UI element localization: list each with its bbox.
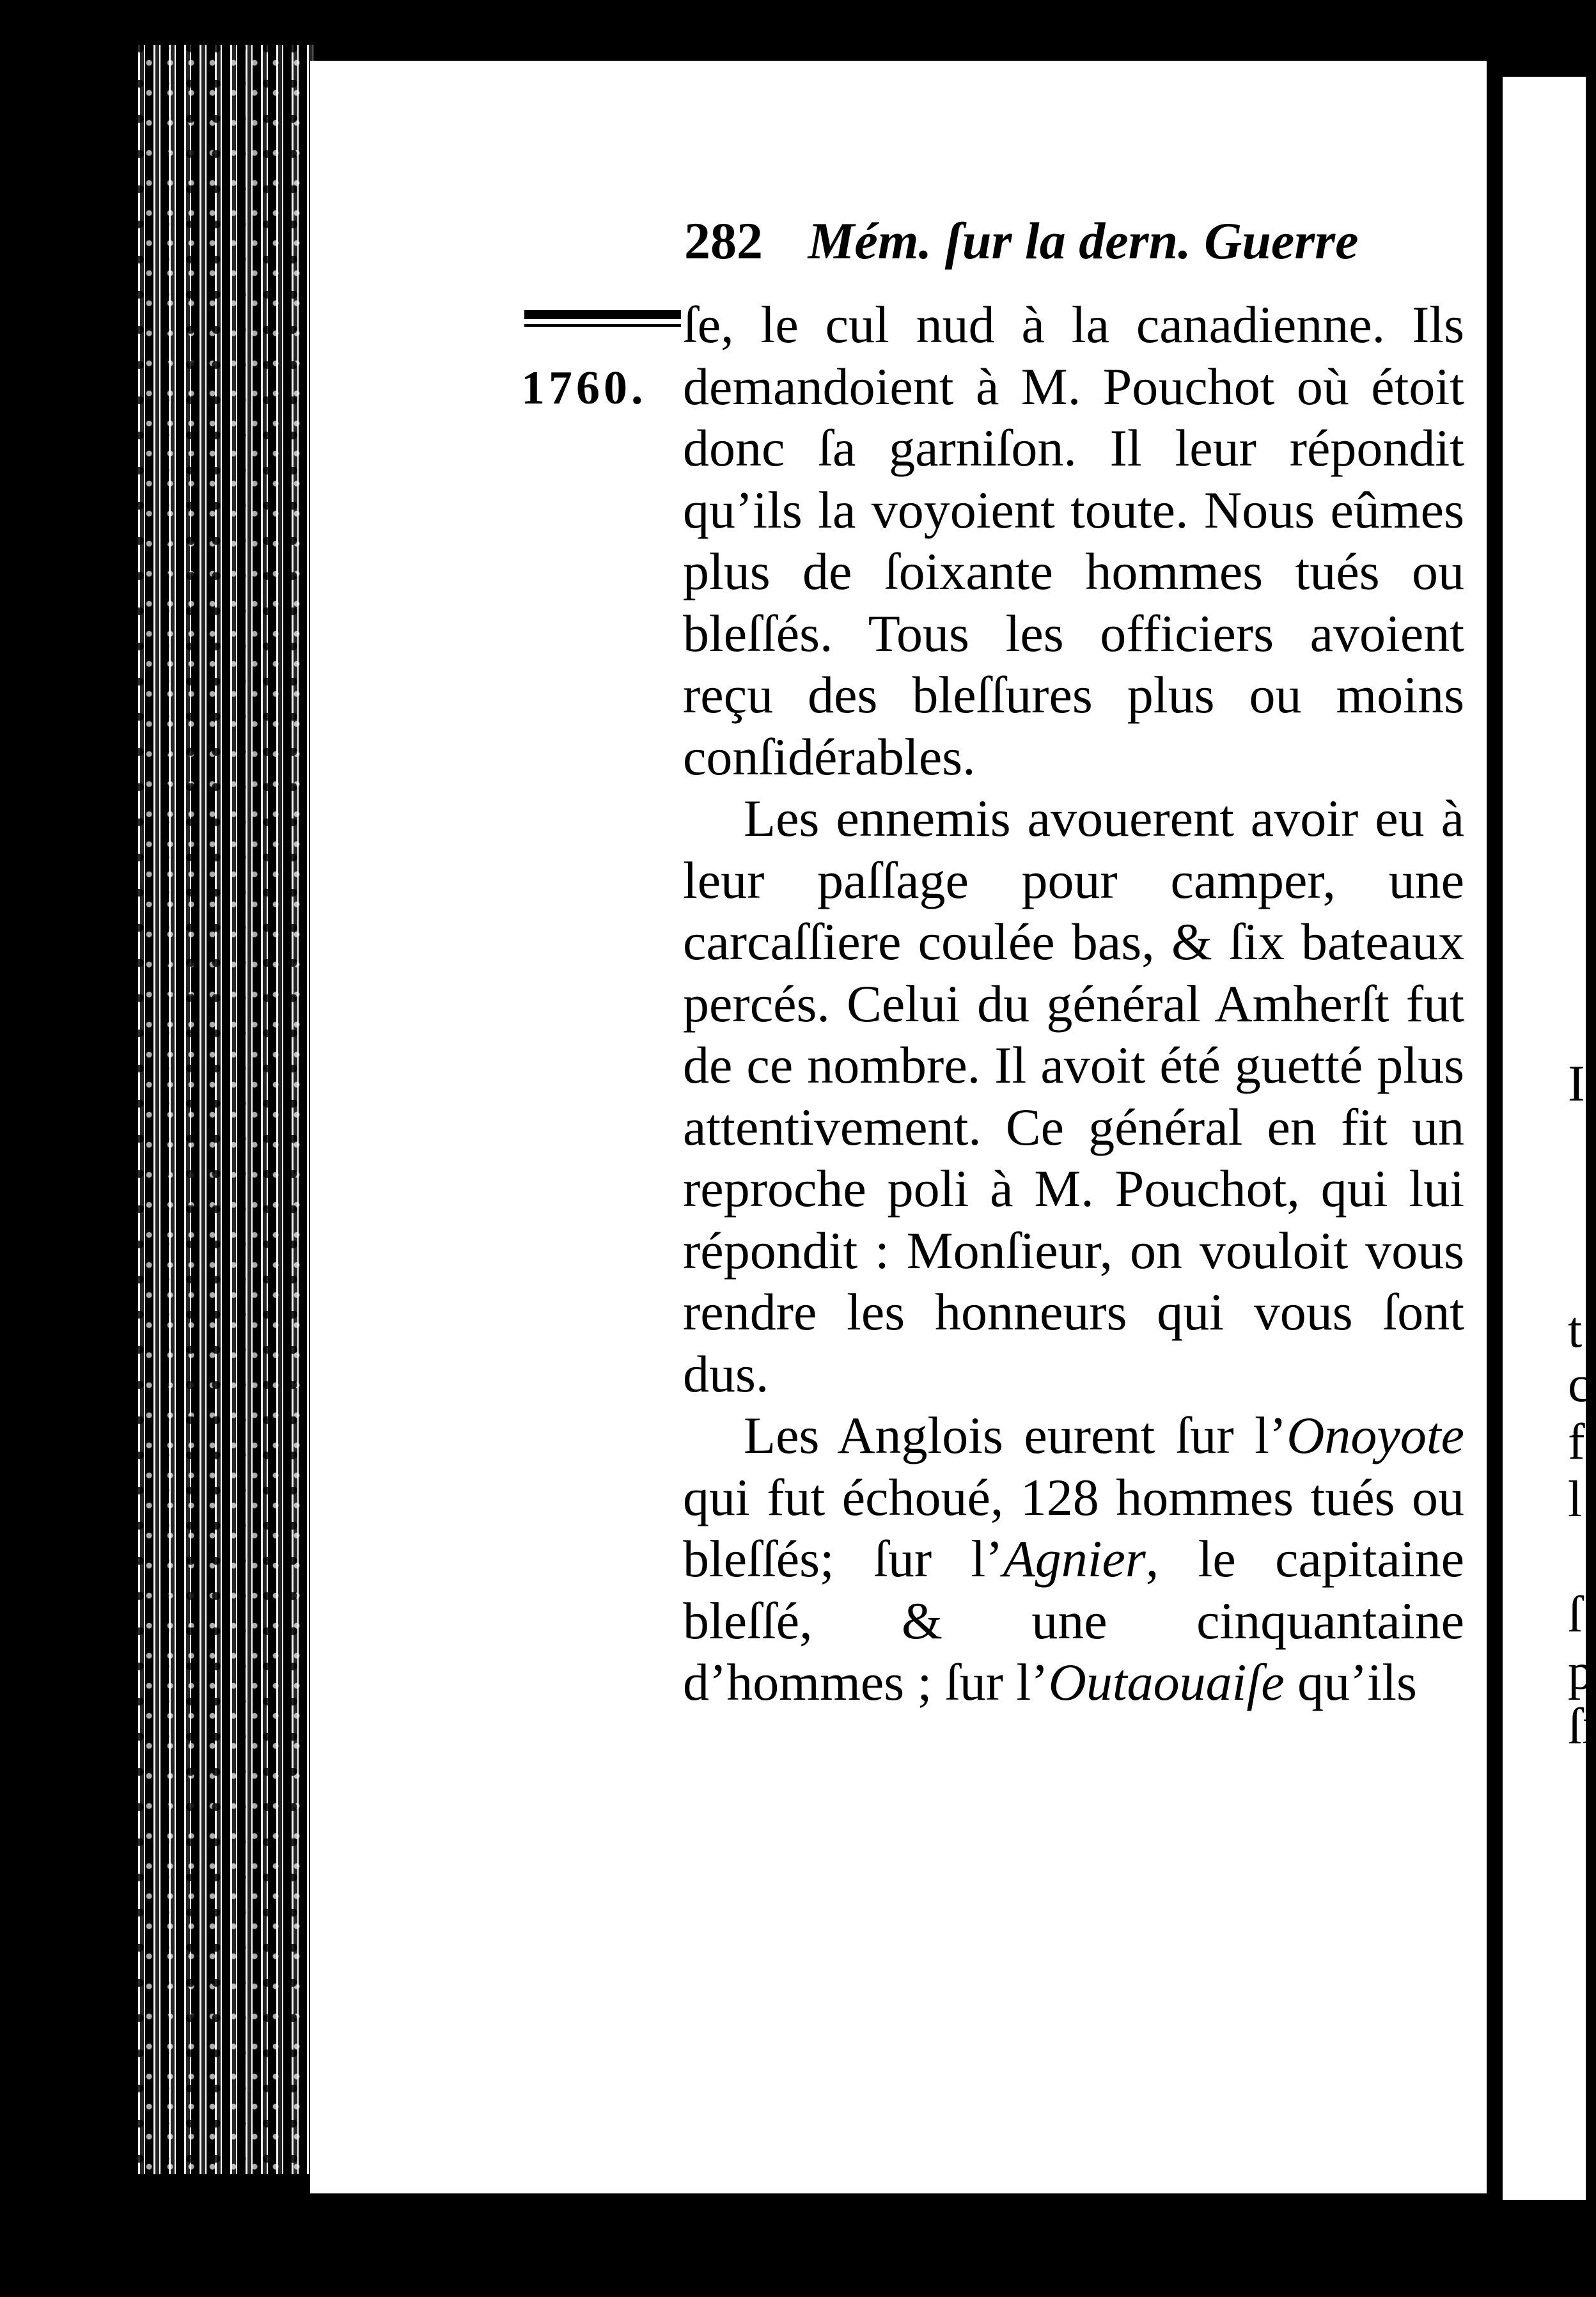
page-number: 282 [684,212,763,270]
text-run: Les Anglois eurent ſur l’ [744,1406,1287,1464]
running-title: Mém. ſur la dern. Guerre [808,212,1359,270]
italic-ship-name: Agnier [1003,1530,1146,1588]
facing-page-fragment: f [1568,1414,1585,1470]
facing-page-fragment: ſi [1568,1698,1596,1755]
paragraph-2 [683,788,1464,1405]
facing-page-fragment: c [1568,1356,1591,1413]
facing-page-fragment: l [1568,1471,1583,1528]
text-run: qu’ils [1284,1653,1417,1711]
book-edge-texture [134,45,313,2174]
text-run: qui fut échoué, 128 hommes tués ou bleſſés; ſur l’ [683,1468,1464,1588]
italic-ship-name: Outaouaiſe [1048,1653,1285,1711]
facing-page-fragment: I [1568,1056,1585,1112]
paragraph-3 [683,1405,1464,1714]
marginal-rule [524,310,681,327]
running-head [684,211,1464,271]
facing-page [1503,77,1586,2200]
scan-bottom-band [0,2201,1586,2297]
italic-ship-name: Onoyote [1287,1406,1464,1464]
marginal-year: 1760. [521,362,647,414]
text-run: Les ennemis avouerent avoir eu à leur paſſage pour camper, une carcaſſiere coulée bas, & ſix bateaux percés. Celui du général Amherſt fut de ce nombre. Il avoit été guetté plus attentivement. Ce général en fit un reproche poli à M. Pouchot, qui lui répondit : Monſieur, on vouloit vous rendre les honneurs qui vous ſont dus. [683,789,1464,1403]
facing-page-fragment: t [1568,1302,1583,1358]
paragraph-1 [683,294,1464,788]
facing-page-fragment: ſ [1568,1587,1583,1643]
text-run: , le capitaine bleſſé, & une cinquantaine d’hommes ; ſur l’ [683,1530,1464,1711]
body-text [683,294,1464,1714]
facing-page-fragment: p [1568,1644,1593,1700]
text-run: ſe, le cul nud à la canadienne. Ils demandoient à M. Pouchot où étoit donc ſa garniſon. Il leur répondit qu’ils la voyoient toute. Nous eûmes plus de ſoixante hommes tués ou bleſſés. Tous les officiers avoient reçu des bleſſures plus ou moins conſidérables. [683,295,1464,786]
